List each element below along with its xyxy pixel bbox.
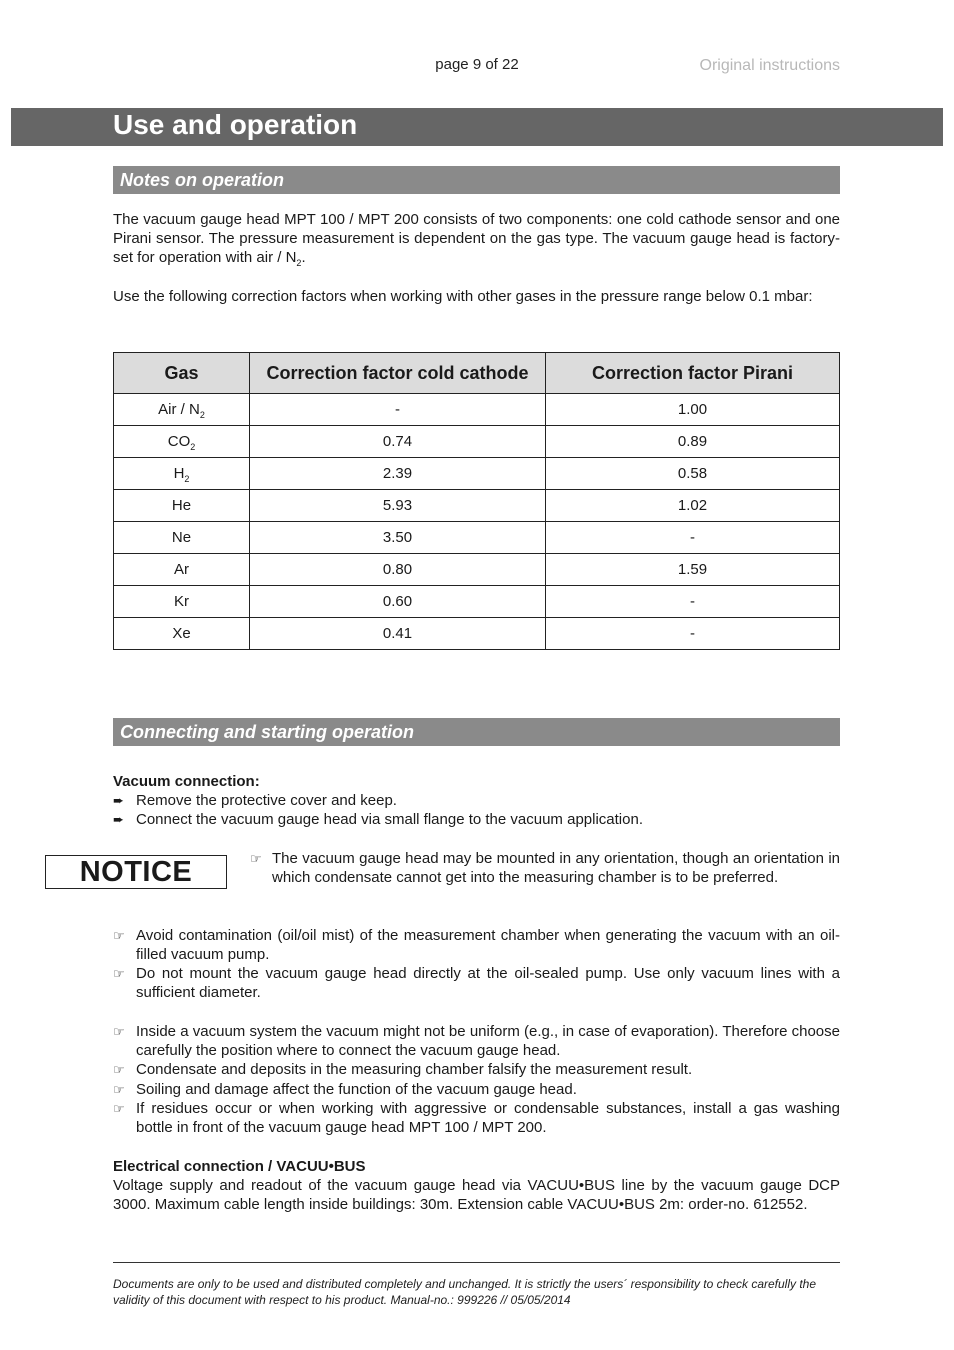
gas-cell: [114, 458, 250, 490]
pointing-hand-icon: ☞: [113, 1101, 125, 1116]
table-row: [114, 458, 840, 490]
hint-text: Condensate and deposits in the measuring chamber falsify the measurement result.: [136, 1061, 693, 1078]
list-item: [113, 964, 840, 1002]
list-item: [113, 1060, 840, 1079]
header-pirani: Correction factor Pirani: [546, 353, 840, 394]
pirani-cell: 0.89: [546, 426, 840, 458]
list-item: [113, 926, 840, 964]
section-heading-connecting: [113, 718, 840, 746]
hint-text: Soiling and damage affect the function of the vacuum gauge head.: [136, 1081, 577, 1098]
pointing-hand-icon: ☞: [113, 1062, 125, 1077]
section-heading-text: Notes on operation: [120, 170, 285, 190]
gas-cell: [114, 586, 250, 618]
gas-cell: [114, 490, 250, 522]
list-item: [113, 1022, 840, 1060]
hint-text: If residues occur or when working with aggressive or condensable substances, install a gas washing bottle in front of the vacuum gauge head MPT 100 / MPT 200.: [136, 1100, 840, 1136]
table-row: [114, 554, 840, 586]
header-gas: Gas: [114, 353, 250, 394]
cold-cathode-cell: 0.74: [250, 426, 546, 458]
cold-cathode-cell: 5.93: [250, 490, 546, 522]
gas-cell: [114, 618, 250, 650]
pointing-hand-icon: ☞: [113, 1024, 125, 1039]
cold-cathode-cell: 0.60: [250, 586, 546, 618]
arrow-icon: ➨: [113, 812, 124, 827]
section-heading-text: Connecting and starting operation: [120, 722, 415, 742]
pirani-cell: 1.59: [546, 554, 840, 586]
list-item: [113, 791, 840, 810]
gas-name: He: [171, 497, 192, 514]
cold-cathode-cell: -: [250, 394, 546, 426]
list-item: [113, 1080, 840, 1099]
pointing-hand-icon: ☞: [113, 1082, 125, 1097]
cold-cathode-cell: 2.39: [250, 458, 546, 490]
subscript: 2: [296, 258, 302, 268]
hint-text: Avoid contamination (oil/oil mist) of the measurement chamber when generating the vacuum with an oil-filled vacuum pump.: [136, 927, 840, 963]
correction-intro-paragraph: Use the following correction factors when working with other gases in the pressure range below 0.1 mbar:: [113, 288, 813, 305]
gas-name: H: [173, 465, 185, 482]
pirani-cell: -: [546, 586, 840, 618]
notice-text: [250, 849, 840, 887]
footer-divider: [113, 1262, 840, 1263]
table-row: [114, 490, 840, 522]
gas-name: Ar: [174, 561, 189, 578]
header-cold-cathode: Correction factor cold cathode: [250, 353, 546, 394]
gas-name: CO: [167, 433, 191, 450]
table-row: [114, 618, 840, 650]
intro-paragraph: [113, 210, 840, 267]
gas-subscript: 2: [190, 442, 196, 452]
electrical-connection-text: Voltage supply and readout of the vacuum gauge head via VACUU•BUS line by the vacuum gauge DCP 3000. Maximum cable length inside buildings: 30m. Extension cable VACUU•BUS 2m: order-no. 612552.: [113, 1177, 840, 1213]
pirani-cell: 1.02: [546, 490, 840, 522]
pirani-cell: -: [546, 618, 840, 650]
table-row: [114, 522, 840, 554]
footer-text: Documents are only to be used and distributed completely and unchanged. It is strictly the users´ responsibility to check carefully the validity of this document with respect to his product. Manual-no.: 999226 // 05/05/2014: [113, 1277, 817, 1307]
list-item: [113, 1099, 840, 1137]
hint-text: Inside a vacuum system the vacuum might not be uniform (e.g., in case of evaporation). Therefore choose carefully the position where to connect the vacuum gauge head.: [136, 1023, 840, 1059]
hint-text: Do not mount the vacuum gauge head directly at the oil-sealed pump. Use only vacuum lines with a sufficient diameter.: [136, 965, 840, 1001]
page-title: Use and operation: [113, 109, 358, 140]
step-text: Connect the vacuum gauge head via small flange to the vacuum application.: [136, 811, 643, 828]
pointing-hand-icon: ☞: [113, 928, 125, 943]
intro-text: The vacuum gauge head MPT 100 / MPT 200 consists of two components: one cold cathode sensor and one Pirani sensor. The pressure measurement is dependent on the gas type. The vacuum gauge head is factory-set for operation with air / N: [113, 211, 840, 266]
pirani-cell: -: [546, 522, 840, 554]
list-item: [113, 810, 840, 829]
gas-name: Kr: [174, 593, 189, 610]
table-row: [114, 394, 840, 426]
pirani-cell: 0.58: [546, 458, 840, 490]
notice-body: The vacuum gauge head may be mounted in any orientation, though an orientation in which condensate cannot get into the measuring chamber is to be preferred.: [272, 850, 840, 886]
table-row: [114, 586, 840, 618]
gas-name: Air / N: [158, 401, 200, 418]
cold-cathode-cell: 3.50: [250, 522, 546, 554]
cold-cathode-cell: 0.41: [250, 618, 546, 650]
electrical-connection-heading: Electrical connection / VACUU•BUS: [113, 1158, 366, 1175]
correction-factor-table: [113, 352, 840, 650]
notice-label: NOTICE: [45, 855, 227, 889]
arrow-icon: ➨: [113, 793, 124, 808]
gas-cell: [114, 522, 250, 554]
gas-subscript: 2: [184, 474, 190, 484]
cold-cathode-cell: 0.80: [250, 554, 546, 586]
step-text: Remove the protective cover and keep.: [136, 792, 397, 809]
gas-cell: [114, 554, 250, 586]
period: .: [301, 249, 306, 266]
original-instructions-label: Original instructions: [699, 57, 840, 74]
section-heading-notes: [113, 166, 840, 194]
vacuum-connection-heading: Vacuum connection:: [113, 773, 260, 790]
page-number: page 9 of 22: [435, 56, 519, 73]
gas-subscript: 2: [199, 410, 205, 420]
gas-name: Ne: [171, 529, 192, 546]
gas-name: Xe: [172, 625, 191, 642]
table-header-row: [114, 353, 840, 394]
gas-cell: [114, 394, 250, 426]
gas-cell: [114, 426, 250, 458]
pointing-hand-icon: ☞: [250, 851, 262, 866]
pirani-cell: 1.00: [546, 394, 840, 426]
pointing-hand-icon: ☞: [113, 966, 125, 981]
table-row: [114, 426, 840, 458]
